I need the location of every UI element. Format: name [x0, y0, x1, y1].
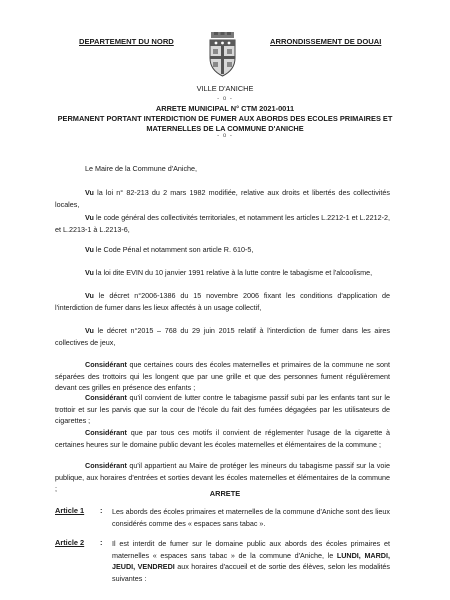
arrete-heading: ARRETE: [209, 489, 241, 498]
vu-paragraph: [55, 290, 390, 313]
vu-text: le code général des collectivités territoriales, et notamment les articles L.2212-1 et L.2212-2, et L.2213-1 à L.2213-6,: [55, 213, 390, 234]
separator: - o -: [217, 96, 233, 102]
considerant-text: que par tous ces motifs il convient de réglementer l'usage de la cigarette à certaines heures sur le domaine public devant les écoles maternelles et élémentaires de la commune ;: [55, 428, 390, 449]
decree-number: ARRETE MUNICIPAL N° CTM 2021-0011: [155, 104, 295, 113]
considerant-lead: Considérant: [85, 393, 127, 402]
considerant-lead: Considérant: [85, 360, 127, 369]
mayor-preamble: Le Maire de la Commune d'Aniche,: [85, 164, 198, 173]
vu-lead: Vu: [85, 188, 94, 197]
vu-paragraph: [55, 212, 390, 235]
article-1-text: Les abords des écoles primaires et maternelles de la commune d'Aniche sont des lieux considérés comme des « espaces sans tabac ».: [112, 507, 390, 528]
considerant-paragraph: [55, 427, 390, 450]
article-2-label: Article 2: [55, 538, 85, 547]
vu-paragraph: [55, 267, 390, 279]
town-coat-of-arms-icon: [205, 32, 240, 78]
vu-paragraph: [55, 187, 390, 210]
vu-lead: Vu: [85, 268, 94, 277]
article-2-text: [112, 538, 390, 584]
article-2-days: LUNDI, MARDI, JEUDI, VENDREDI: [112, 550, 390, 572]
considerant-text: qu'il appartient au Maire de protéger les mineurs du tabagisme passif sur la voie publique, aux horaires d'entrées et sorties devant les écoles maternelles et élémentaires de la commune ;: [55, 461, 390, 494]
vu-text: la loi dite EVIN du 10 janvier 1991 relative à la lutte contre le tabagisme et l'alcoolisme,: [93, 268, 373, 277]
decree-subject-line-1: PERMANENT PORTANT INTERDICTION DE FUMER AUX ABORDS DES ECOLES PRIMAIRES ET: [57, 114, 393, 123]
considerant-text: qu'il convient de lutter contre le tabagisme passif subi par les enfants tant sur le trottoir et sur les parvis que sur la cour de l'école du fait des fumées dégagées par les utilisateurs de cigarettes ;: [55, 393, 390, 426]
vu-text: le décret n°2006-1386 du 15 novembre 2006 fixant les conditions d'application de l'interdiction de fumer dans les lieux affectés à un usage collectif,: [55, 291, 390, 312]
article-2-colon: :: [100, 538, 103, 547]
decree-subject-line-2: MATERNELLES DE LA COMMUNE D'ANICHE: [146, 124, 304, 133]
considerant-lead: Considérant: [85, 428, 127, 437]
vu-lead: Vu: [85, 213, 94, 222]
vu-paragraph: [55, 244, 390, 256]
article-1-colon: :: [100, 506, 103, 515]
vu-lead: Vu: [85, 245, 94, 254]
considerant-paragraph: [55, 359, 390, 394]
decree-title: [0, 104, 450, 134]
considerant-paragraph: [55, 392, 390, 427]
vu-paragraph: [55, 325, 390, 348]
vu-lead: Vu: [85, 291, 94, 300]
department-header: DEPARTEMENT DU NORD: [79, 37, 174, 46]
article-2-text-end: aux horaires d'accueil et de sortie des élèves, selon les modalités suivantes :: [112, 562, 391, 583]
considerant-lead: Considérant: [85, 461, 127, 470]
vu-text: la loi n° 82-213 du 2 mars 1982 modifiée, relative aux droits et libertés des collectivités locales,: [55, 188, 390, 209]
article-2-text-start: Il est interdit de fumer sur le domaine public aux abords des écoles primaires et maternelles « espaces sans tabac » de la commune d'Aniche, le: [112, 539, 390, 560]
considerant-text: que certaines cours des écoles maternelles et primaires de la commune ne sont séparées des trottoirs qui les longent que par une grille et que des personnes fument régulièrement devant ces grilles en présence des enfants ;: [55, 360, 390, 393]
town-name: VILLE D'ANICHE: [196, 84, 254, 93]
separator: - o -: [217, 133, 233, 139]
vu-lead: Vu: [85, 326, 94, 335]
arrondissement-header: ARRONDISSEMENT DE DOUAI: [270, 37, 382, 46]
vu-text: le Code Pénal et notamment son article R. 610-5,: [93, 245, 254, 254]
article-1-label: Article 1: [55, 506, 85, 515]
vu-text: le décret n°2015 – 768 du 29 juin 2015 relatif à l'interdiction de fumer dans les aires collectives de jeux,: [55, 326, 390, 347]
